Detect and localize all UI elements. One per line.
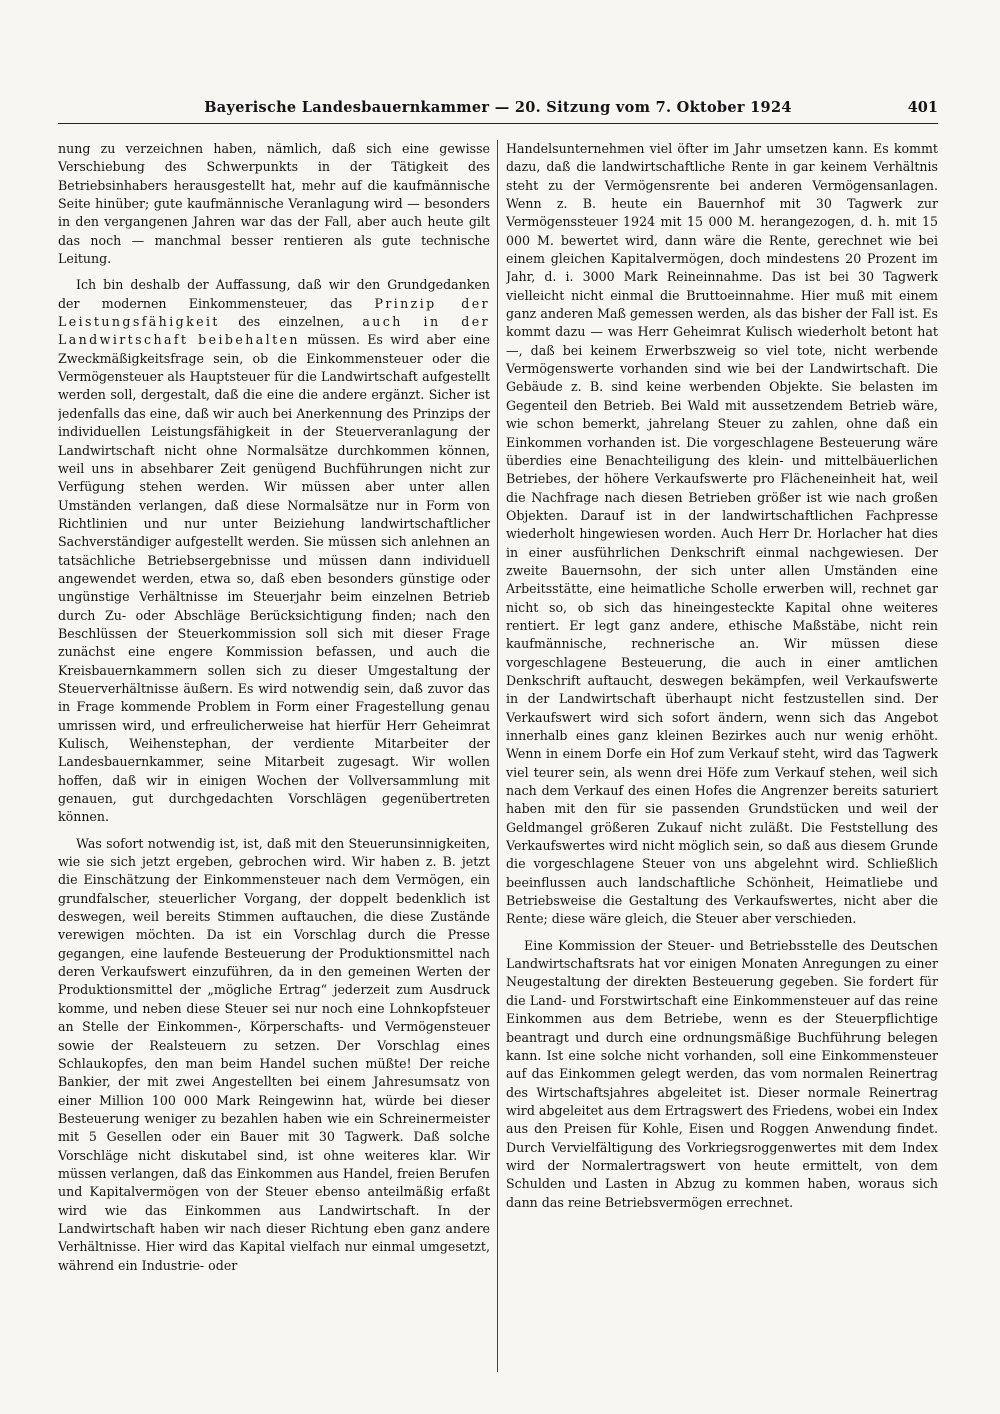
header-title: Bayerische Landesbauernkammer — 20. Sitzung vom 7. Oktober 1924 <box>204 99 792 116</box>
spaced-emphasis: Prinzip der Leistungsfähigkeit <box>58 295 490 330</box>
spaced-emphasis: auch in der Landwirtschaft beibehalten <box>58 314 490 348</box>
paragraph: Was sofort notwendig ist, ist, daß mit den Steuerunsinnigkeiten, wie sie sich jetzt ergeben, gebrochen wird. Wir haben z. B. jetzt die Einschätzung der Einkommensteuer nach dem Vermögen, ein grundfalscher, steuerlicher Vorgang, der doppelt bedenklich ist deswegen, weil bereits Stimmen auftauchen, die diese Zustände verewigen möchten. Da ist ein Vorschlag durch die Presse gegangen, eine laufende Besteuerung der Produktionsmittel nach deren Verkaufswert einzuführen, da in den gemeinen Werten der Produktionsmittel der „mögliche Ertrag“ jederzeit zum Ausdruck komme, und neben diese Steuer sei nur noch eine Lohnkopfsteuer an Stelle der Einkommen-, Körperschafts- und Vermögensteuer sowie der Realsteuern zu setzen. Der Vorschlag eines Schlaukopfes, den man beim Handel suchen müßte! Der reiche Bankier, der mit zwei Angestellten bei einem Jahresumsatz von einer Million 100 000 Mark Reingewinn hat, würde bei dieser Besteuerung weniger zu bezahlen haben wie ein Schreinermeister mit 5 Gesellen oder ein Bauer mit 30 Tagwerk. Daß solche Vorschläge nicht diskutabel sind, ist ohne weiteres klar. Wir müssen verlangen, daß das Einkommen aus Handel, freien Berufen und Kapitalvermögen von der Steuer ebenso anteilmäßig erfaßt wird wie das Einkommen aus Landwirtschaft. In der Landwirtschaft haben wir nach dieser Richtung eben ganz andere Verhältnisse. Hier wird das Kapital vielfach nur einmal umgesetzt, während ein Industrie- oder <box>58 835 490 1273</box>
page-number: 401 <box>907 99 938 116</box>
column-divider <box>497 140 498 1372</box>
running-header <box>58 97 938 124</box>
paragraph: Eine Kommission der Steuer- und Betriebsstelle des Deutschen Landwirtschaftsrats hat vor einigen Monaten Anregungen zu einer Neugestaltung der direkten Besteuerung gegeben. Sie fordert für die Land- und Forstwirtschaft eine Einkommensteuer auf das reine Einkommen aus dem Betriebe, wenn es der Steuerpflichtige beantragt und durch eine ordnungsmäßige Buchführung belegen kann. Ist eine solche nicht vorhanden, soll eine Einkommensteuer auf das Einkommen gelegt werden, das vom normalen Reinertrag des Wirtschaftsjahres abgeleitet ist. Dieser normale Reinertrag wird abgeleitet aus dem Ertragswert des Friedens, wobei ein Index aus den Preisen für Kohle, Eisen und Roggen Anwendung findet. Durch Vervielfältigung des Vorkriegsroggenwertes mit dem Index wird der Normalertragswert von heute ermittelt, von dem Schulden und Lasten in Abzug zu kommen haben, woraus sich dann das reine Betriebsvermögen errechnet. <box>506 937 938 1210</box>
text-run: Ich bin deshalb der Auffassung, daß wir den Grundgedanken der modernen Einkommensteuer, das <box>58 277 490 311</box>
left-column <box>58 140 490 1380</box>
paragraph: nung zu verzeichnen haben, nämlich, daß sich eine gewisse Verschiebung des Schwerpunkts in der Tätigkeit des Betriebsinhabers herausgestellt hat, mehr auf die kaufmännische Seite hinüber; gute kaufmännische Veranlagung wird — besonders in den vergangenen Jahren war das der Fall, aber auch heute gilt das noch — manchmal besser rentieren als gute technische Leitung. <box>58 141 490 267</box>
paragraph: Handelsunternehmen viel öfter im Jahr umsetzen kann. Es kommt dazu, daß die landwirtschaftliche Rente in gar keinem Verhältnis steht zu der Vermögensrente bei anderen Vermögensanlagen. Wenn z. B. heute ein Bauernhof mit 30 Tagwerk zur Vermögenssteuer 1924 mit 15 000 M. herangezogen, d. h. mit 15 000 M. bewertet wird, dann wäre die Rente, gerechnet wie bei einem gleichen Kapitalvermögen, doch mindestens 20 Prozent im Jahr, d. i. 3000 Mark Reineinnahme. Das ist bei 30 Tagwerk vielleicht nicht einmal die Bruttoeinnahme. Hier muß mit einem ganz anderen Maß gemessen werden, als das bisher der Fall ist. Es kommt dazu — was Herr Geheimrat Kulisch wiederholt betont hat —, daß bei keinem Erwerbszweig so viel tote, nicht werbende Vermögenswerte vorhanden sind wie bei der Landwirtschaft. Die Gebäude z. B. sind keine werbenden Objekte. Sie belasten im Gegenteil den Betrieb. Bei Wald mit aussetzendem Betrieb wäre, wie schon bemerkt, jahrelang Steuer zu zahlen, ohne daß ein Einkommen vorhanden ist. Die vorgeschlagene Besteuerung wäre überdies eine Benachteiligung des klein- und mittelbäuerlichen Betriebes, der höhere Verkaufswerte pro Flächeneinheit hat, weil die Nachfrage nach diesen Betrieben größer ist wie nach großen Objekten. Darauf ist in der landwirtschaftlichen Fachpresse wiederholt hingewiesen worden. Auch Herr Dr. Horlacher hat dies in einer ausführlichen Denkschrift einmal nachgewiesen. Der zweite Bauernsohn, der sich unter allen Umständen eine Arbeitsstätte, eine heimatliche Scholle erwerben will, rechnet gar nicht so, ob sich das hineingesteckte Kapital ohne weiteres rentiert. Er legt ganz andere, ethische Maßstäbe, nicht rein kaufmännische, rechnerische an. Wir müssen diese vorgeschlagene Besteuerung, die auch in einer amtlichen Denkschrift auftaucht, deswegen bekämpfen, weil Verkaufswerte in der Landwirtschaft überhaupt nicht festzustellen sind. Der Verkaufswert wird sich sofort ändern, wenn sich das Angebot innerhalb eines ganz kleinen Bezirkes auch nur wenig erhöht. Wenn in einem Dorfe ein Hof zum Verkauf steht, wird das Tagwerk viel teurer sein, als wenn drei Höfe zum Verkauf stehen, weil sich nach dem Verkauf des einen Hofes die Angrenzer bereits saturiert haben mit den für sie passenden Grundstücken und weil der Geldmangel größeren Zukauf nicht zuläßt. Die Feststellung des Verkaufswertes wird nicht möglich sein, so daß aus diesem Grunde die vorgeschlagene Steuer von uns abgelehnt wird. Schließlich beeinflussen auch landschaftliche Schönheit, Heimatliebe und Betriebsweise die Gestaltung des Verkaufswertes, nicht aber die Rente; diese wäre gleich, die Steuer aber verschieden. <box>506 141 938 927</box>
right-column <box>506 140 938 1380</box>
paragraph <box>58 276 490 826</box>
text-run: des einzelnen, <box>219 314 363 330</box>
text-run: müssen. Es wird aber eine Zweckmäßigkeitsfrage sein, ob die Einkommensteuer oder die Vermögensteuer als Hauptsteuer für die Landwirtschaft aufgestellt werden soll, dergestalt, daß die eine die andere ergänzt. Sicher ist jedenfalls das eine, daß wir auch bei Anerkennung des Prinzips der individuellen Leistungsfähigkeit in der Steuerveranlagung der Landwirtschaft nicht ohne Normalsätze durchkommen können, weil uns in absehbarer Zeit genügend Buchführungen nicht zur Verfügung stehen werden. Wir müssen aber unter allen Umständen verlangen, daß diese Normalsätze nur in Form von Richtlinien und nur unter Beiziehung landwirtschaftlicher Sachverständiger aufgestellt werden. Sie müssen sich anlehnen an tatsächliche Betriebsergebnisse und müssen dann individuell angewendet werden, etwa so, daß eben besonders günstige oder ungünstige Verhältnisse im Steuerjahr beim einzelnen Betrieb durch Zu- oder Abschläge Berücksichtigung finden; nach den Beschlüssen der Steuerkommission soll sich mit dieser Frage zunächst eine engere Kommission befassen, und auch die Kreisbauernkammern sollen sich zu dieser Umgestaltung der Steuerverhältnisse äußern. Es wird notwendig sein, daß zuvor das in Frage kommende Problem in Form einer Fragestellung genau umrissen wird, und erfreulicherweise hat hierfür Herr Geheimrat Kulisch, Weihenstephan, der verdiente Mitarbeiter der Landesbauernkammer, seine Mitarbeit zugesagt. Wir wollen hoffen, daß wir in einigen Wochen der Vollversammlung mit genauen, gut durchgedachten Vorschlägen gegenübertreten können. <box>58 332 490 825</box>
